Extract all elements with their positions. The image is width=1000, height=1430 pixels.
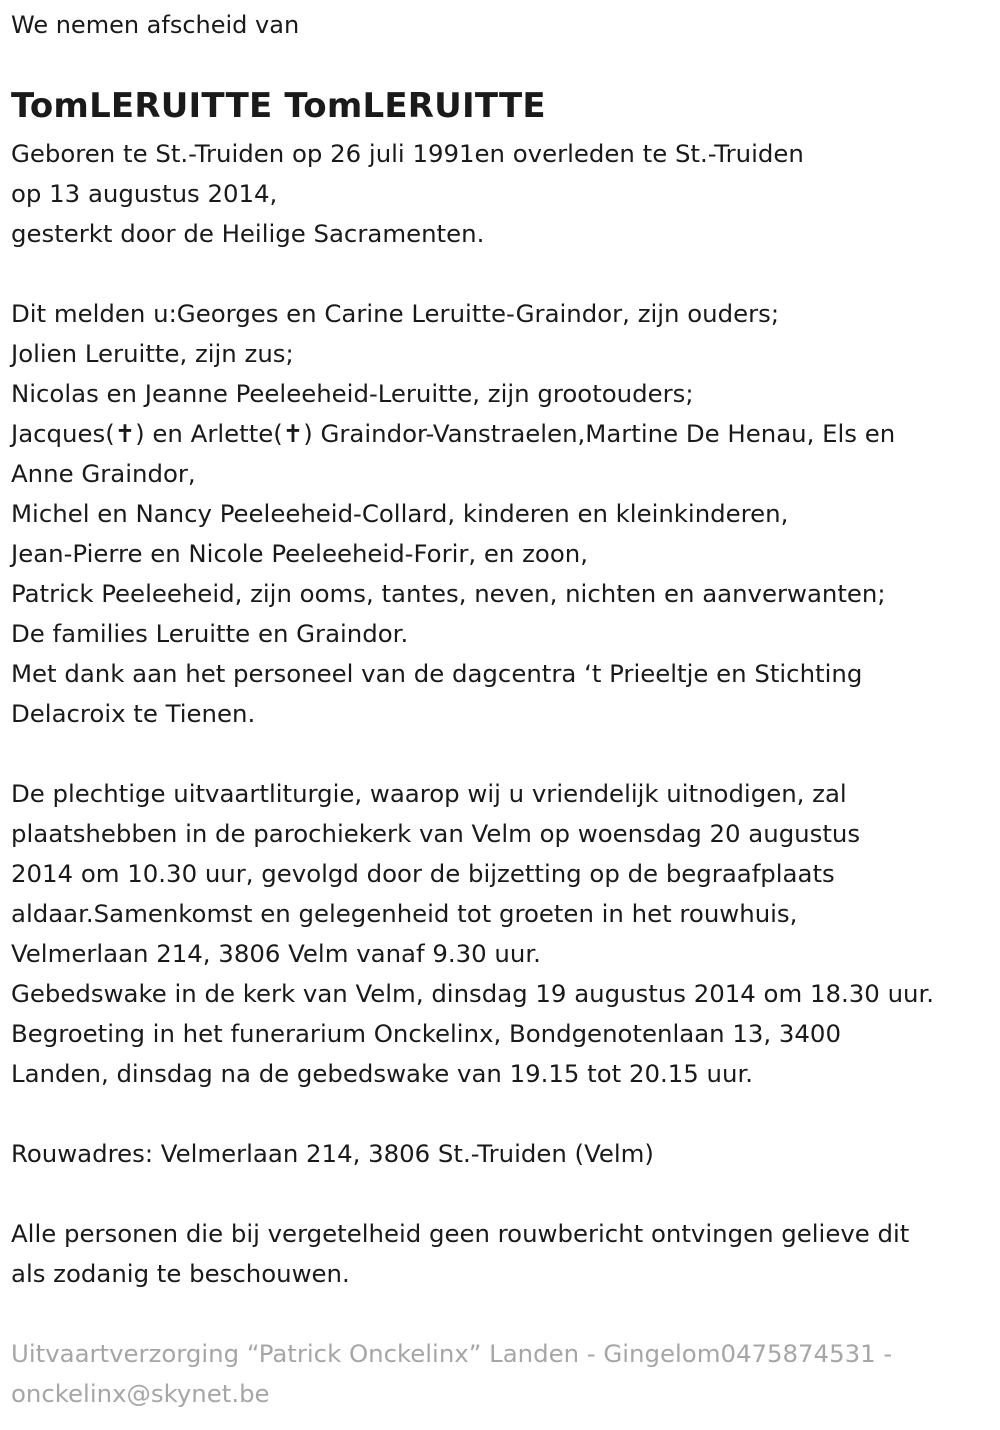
intro-text: We nemen afscheid van xyxy=(11,11,300,39)
family-line: De families Leruitte en Graindor. xyxy=(11,619,409,648)
family-line: Met dank aan het personeel van de dagcentra ‘t Prieeltje en Stichting xyxy=(11,659,863,688)
notice-line: Alle personen die bij vergetelheid geen rouwbericht ontvingen gelieve dit xyxy=(11,1219,910,1248)
ceremony-line: 2014 om 10.30 uur, gevolgd door de bijzetting op de begraafplaats xyxy=(11,859,835,888)
family-line: Michel en Nancy Peeleeheid-Collard, kinderen en kleinkinderen, xyxy=(11,499,789,528)
family-list xyxy=(11,294,895,734)
family-line: Anne Graindor, xyxy=(11,459,196,488)
birth-line: op 13 augustus 2014, xyxy=(11,179,278,208)
family-line: Patrick Peeleeheid, zijn ooms, tantes, neven, nichten en aanverwanten; xyxy=(11,579,886,608)
birth-death-info xyxy=(11,134,804,254)
notice-line: als zodanig te beschouwen. xyxy=(11,1259,350,1288)
deceased-name: TomLERUITTE TomLERUITTE xyxy=(11,86,546,126)
address-line: Rouwadres: Velmerlaan 214, 3806 St.-Truiden (Velm) xyxy=(11,1139,654,1168)
family-line: Jean-Pierre en Nicole Peeleeheid-Forir, en zoon, xyxy=(11,539,588,568)
family-line: Dit melden u:Georges en Carine Leruitte-Graindor, zijn ouders; xyxy=(11,299,780,328)
mourning-address xyxy=(11,1134,654,1174)
ceremony-line: Begroeting in het funerarium Onckelinx, Bondgenotenlaan 13, 3400 xyxy=(11,1019,841,1048)
family-line: Jolien Leruitte, zijn zus; xyxy=(11,339,294,368)
funeral-director-footer xyxy=(11,1334,892,1414)
ceremony-line: aldaar.Samenkomst en gelegenheid tot groeten in het rouwhuis, xyxy=(11,899,798,928)
ceremony-line: Gebedswake in de kerk van Velm, dinsdag 19 augustus 2014 om 18.30 uur. xyxy=(11,979,935,1008)
notice xyxy=(11,1214,909,1294)
family-line: Delacroix te Tienen. xyxy=(11,699,256,728)
family-line: Nicolas en Jeanne Peeleeheid-Leruitte, zijn grootouders; xyxy=(11,379,694,408)
ceremony-line: Velmerlaan 214, 3806 Velm vanaf 9.30 uur. xyxy=(11,939,541,968)
ceremony-line: Landen, dinsdag na de gebedswake van 19.15 tot 20.15 uur. xyxy=(11,1059,754,1088)
ceremony-line: plaatshebben in de parochiekerk van Velm op woensdag 20 augustus xyxy=(11,819,861,848)
family-line: Jacques(✝) en Arlette(✝) Graindor-Vanstraelen,Martine De Henau, Els en xyxy=(11,419,896,448)
ceremony-line: De plechtige uitvaartliturgie, waarop wij u vriendelijk uitnodigen, zal xyxy=(11,779,847,808)
birth-line: Geboren te St.-Truiden op 26 juli 1991en overleden te St.-Truiden xyxy=(11,139,804,168)
birth-line: gesterkt door de Heilige Sacramenten. xyxy=(11,219,485,248)
ceremony-details xyxy=(11,774,934,1094)
footer-email: onckelinx@skynet.be xyxy=(11,1379,270,1408)
footer-line: Uitvaartverzorging “Patrick Onckelinx” Landen - Gingelom0475874531 - xyxy=(11,1339,893,1368)
